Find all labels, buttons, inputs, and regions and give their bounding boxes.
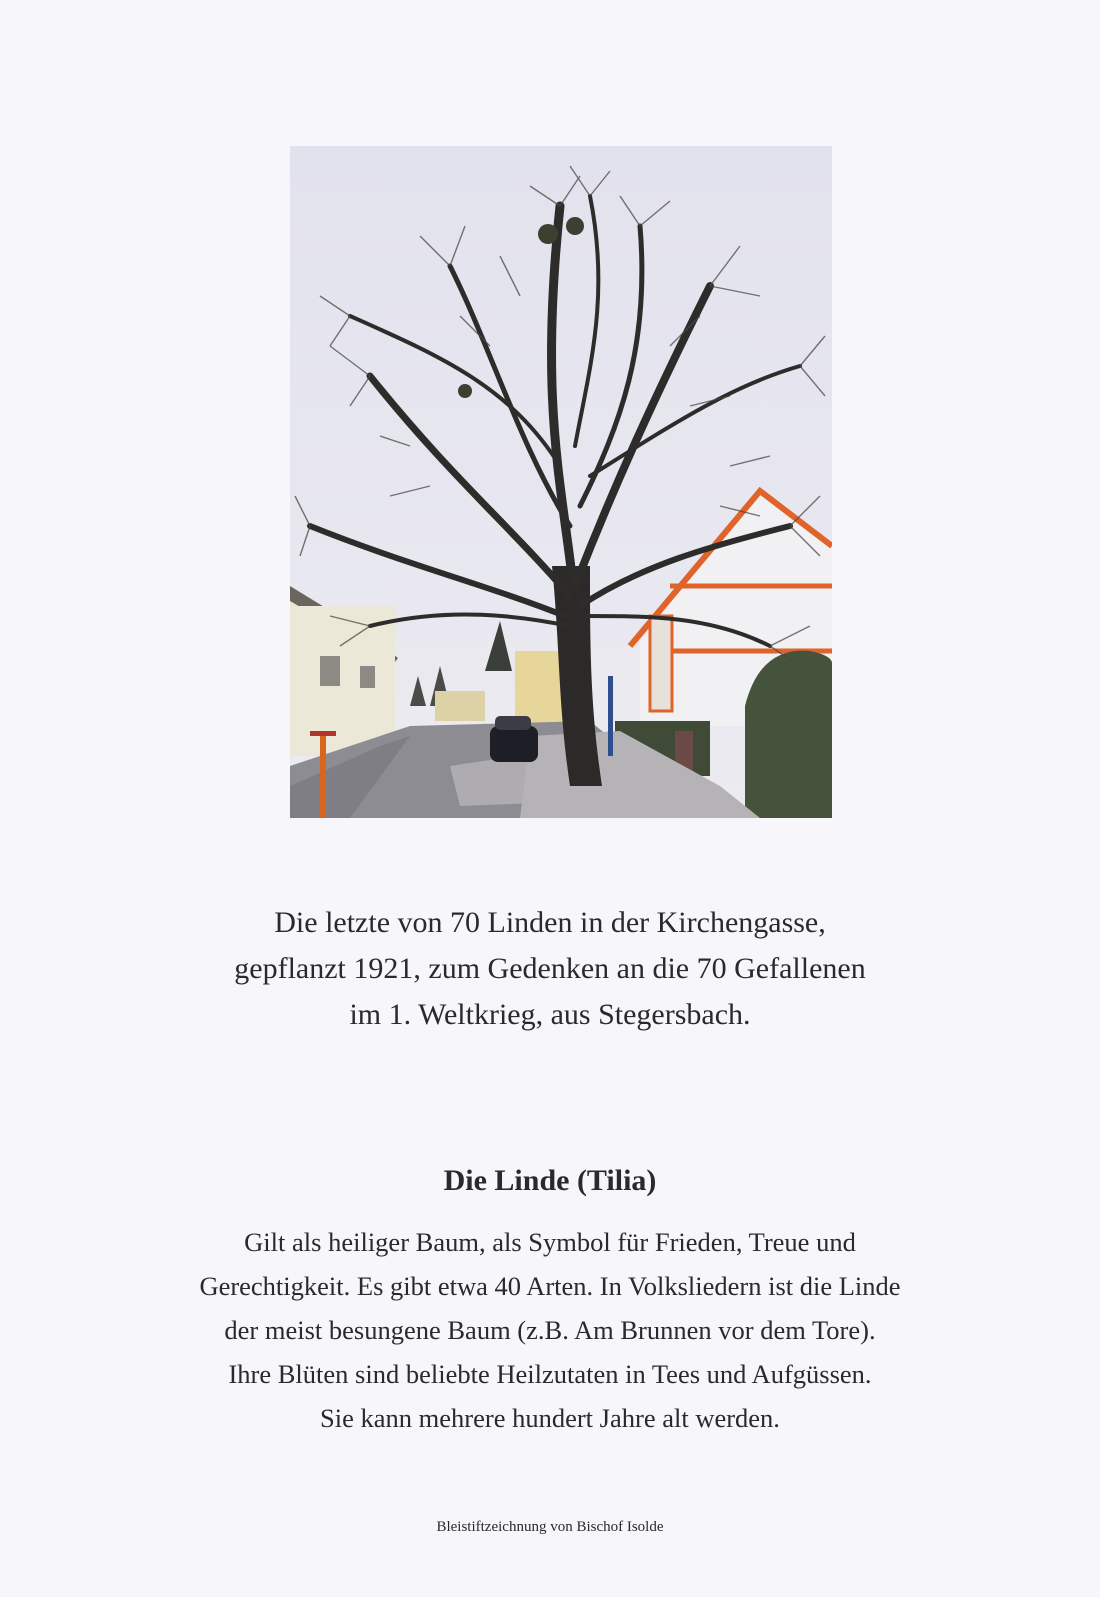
section-title: Die Linde (Tilia) [443,1164,657,1197]
caption-line: im 1. Weltkrieg, aus Stegersbach. [349,998,751,1031]
body-line: Sie kann mehrere hundert Jahre alt werden. [320,1403,780,1433]
body-line: Gerechtigkeit. Es gibt etwa 40 Arten. In Volksliedern ist die Linde [199,1271,901,1301]
caption-line: Die letzte von 70 Linden in der Kirchengasse, [274,906,826,939]
body-line: Ihre Blüten sind beliebte Heilzutaten in Tees und Aufgüssen. [228,1359,872,1389]
body-line: Gilt als heiliger Baum, als Symbol für Frieden, Treue und [244,1227,856,1257]
body-line: der meist besungene Baum (z.B. Am Brunnen vor dem Tore). [224,1315,876,1345]
drawing-credit: Bleistiftzeichnung von Bischof Isolde [436,1519,664,1535]
section-body [0,1220,1100,1440]
photo-caption [0,900,1100,1038]
caption-line: gepflanzt 1921, zum Gedenken an die 70 Gefallenen [234,952,866,985]
linden-tree-photo [290,146,832,818]
